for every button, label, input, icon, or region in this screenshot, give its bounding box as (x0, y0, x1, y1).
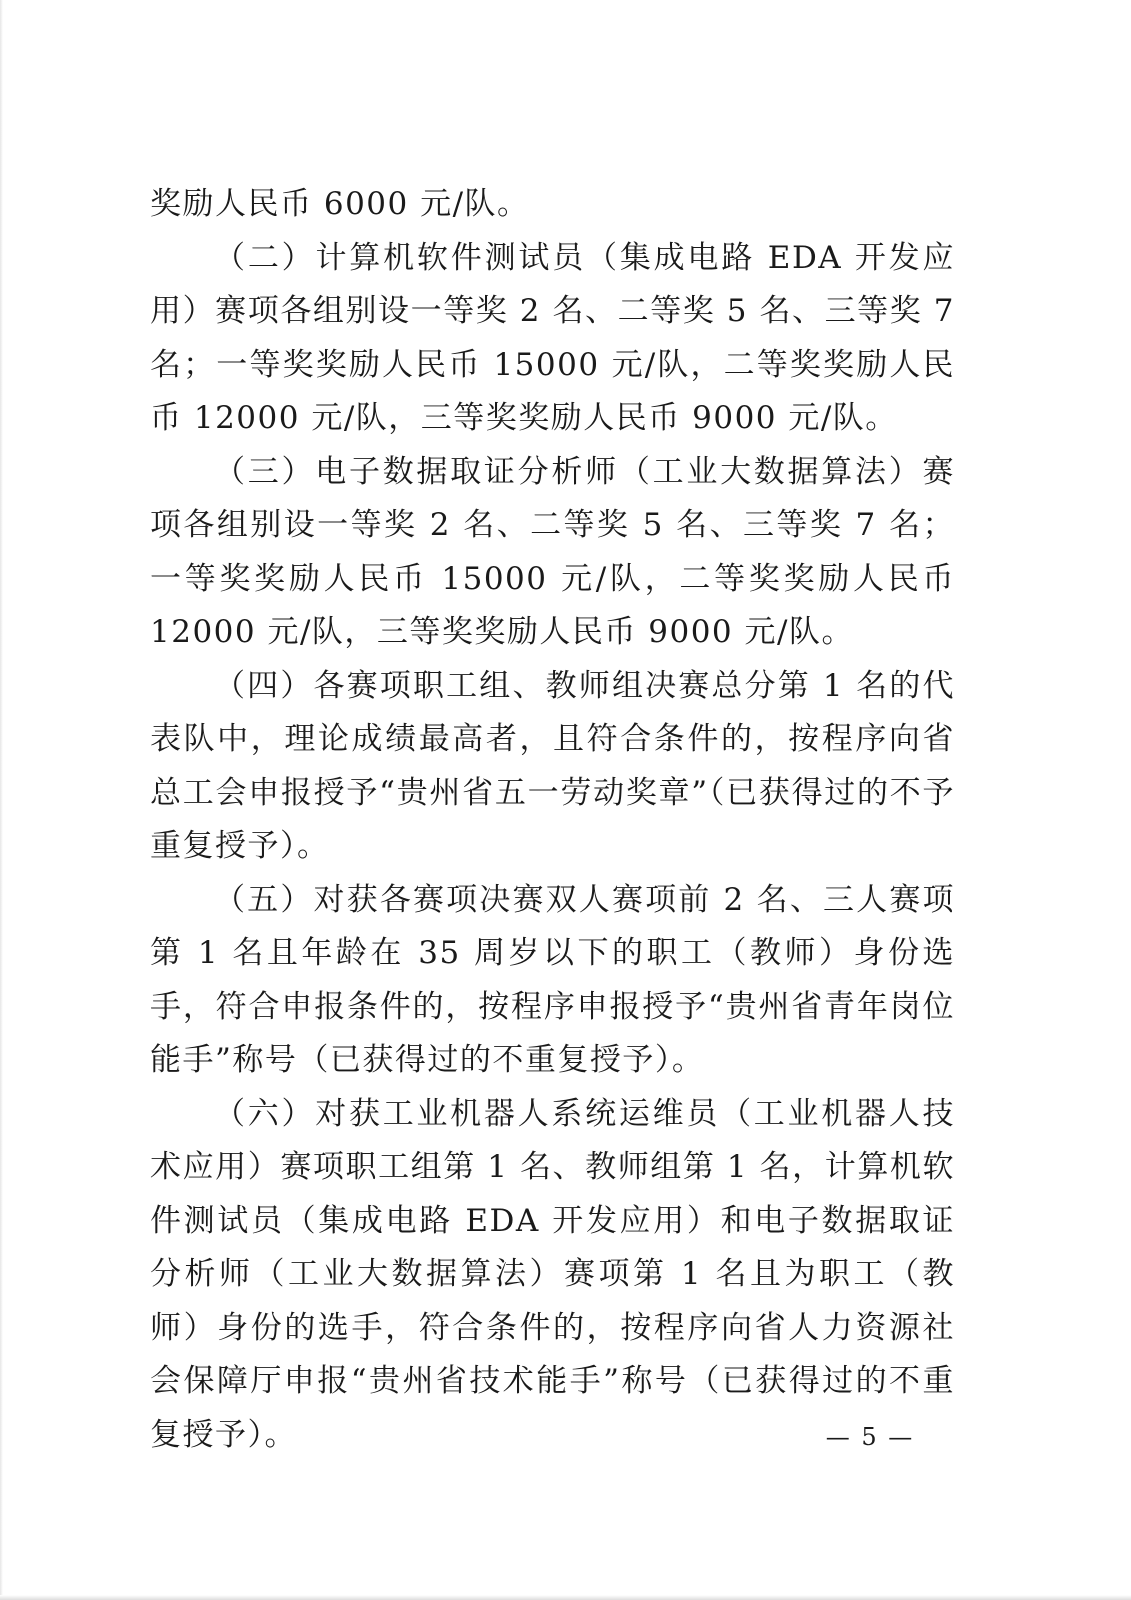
paragraph-item-4: （四）各赛项职工组、教师组决赛总分第 1 名的代表队中，理论成绩最高者，且符合条件的，按程序向省总工会申报授予“贵州省五一劳动奖章”（已获得过的不予重复授予）。 (150, 667, 955, 864)
paragraph-item-3: （三）电子数据取证分析师（工业大数据算法）赛项各组别设一等奖 2 名、二等奖 5 名、三等奖 7 名；一等奖奖励人民币 15000 元/队，二等奖奖励人民币 12000 元/队，三等奖奖励人民币 9000 元/队。 (150, 453, 955, 650)
paragraph-item-5: （五）对获各赛项决赛双人赛项前 2 名、三人赛项第 1 名且年龄在 35 周岁以下的职工（教师）身份选手，符合申报条件的，按程序申报授予“贵州省青年岗位能手”称号（已获得过的不重复授予）。 (150, 881, 955, 1078)
page-edge-shadow (0, 0, 3, 1600)
paragraph-item-6: （六）对获工业机器人系统运维员（工业机器人技术应用）赛项职工组第 1 名、教师组第 1 名，计算机软件测试员（集成电路 EDA 开发应用）和电子数据取证分析师（工业大数据算法）赛项第 1 名且为职工（教师）身份的选手，符合条件的，按程序向省人力资源社会保障厅申报“贵州省技术能手”称号（已获得过的不重复授予）。 (150, 1095, 955, 1453)
document-body (150, 178, 955, 1462)
paragraph-continuation: 奖励人民币 6000 元/队。 (150, 186, 530, 222)
page-number: — 5 — (825, 1423, 915, 1451)
page-bottom-shadow (0, 1595, 1131, 1600)
paragraph-item-2: （二）计算机软件测试员（集成电路 EDA 开发应用）赛项各组别设一等奖 2 名、二等奖 5 名、三等奖 7 名；一等奖奖励人民币 15000 元/队，二等奖奖励人民币 12000 元/队，三等奖奖励人民币 9000 元/队。 (150, 239, 955, 436)
